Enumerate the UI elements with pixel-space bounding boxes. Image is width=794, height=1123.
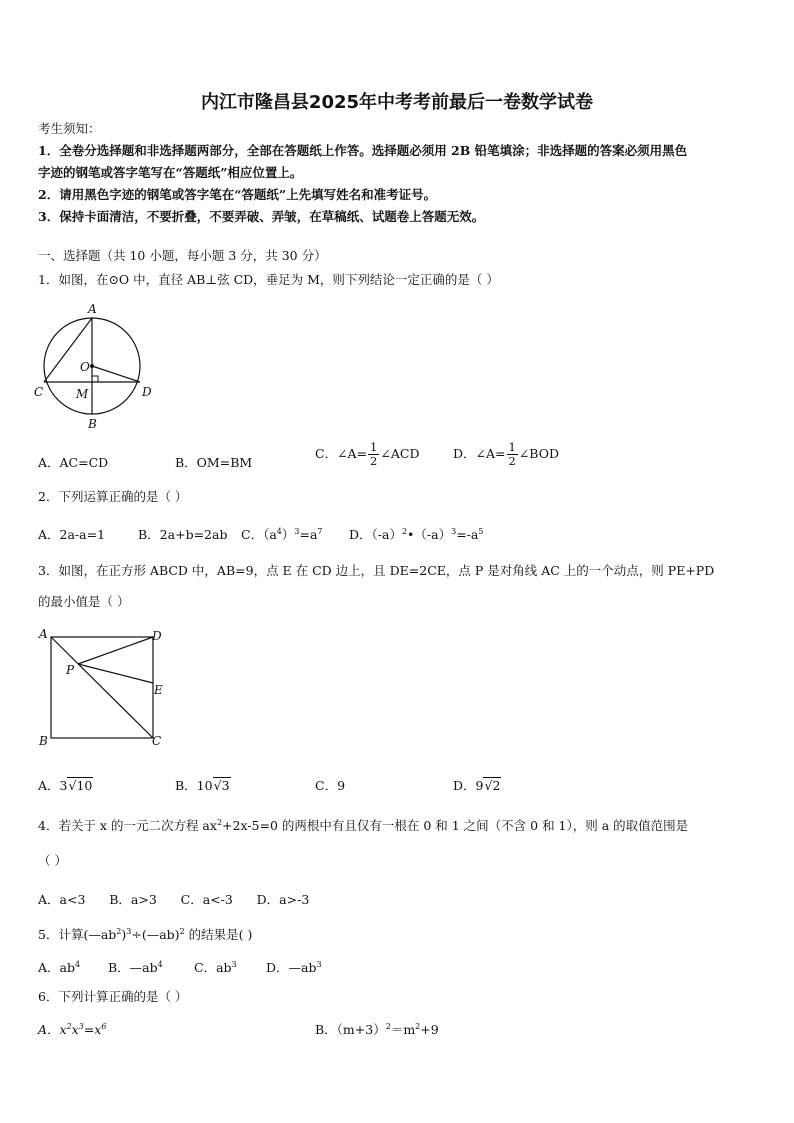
q4-stem-line-1: 4．若关于 x 的一元二次方程 $ax^2+2x-5=0$ 的两根中有且仅有一根在 0 和 1 之间（不含 0 和 1），则 a 的取值范围是 (38, 817, 689, 833)
q3-stem-line-1: 3．如图，在正方形 ABCD 中，AB=9，点 E 在 CD 边上，且 DE=2CE，点 P 是对角线 AC 上的一个动点，则 PE+PD (38, 563, 715, 578)
q5-option-a: A．$ab^4$ (38, 959, 81, 975)
q4-options: A．a<3 B．a>3 C．a<-3 D．a>-3 (38, 892, 310, 907)
q3-option-b: B．10√3 (175, 778, 230, 793)
q2-option-a: A．2a-a=1 (38, 527, 106, 542)
q2-option-b: B．2a+b=2ab (138, 527, 228, 542)
q3-option-a: A．3√10 (38, 778, 93, 793)
q5-stem: 5．计算$(—ab^2)^3\div(—ab)^2$ 的结果是( ) (38, 926, 253, 942)
q1-option-c: C．∠A= $\frac{1}{2}$ ∠ACD (315, 440, 420, 468)
q6-stem: 6．下列计算正确的是（ ） (38, 989, 188, 1004)
q1-label-m: M (76, 387, 89, 401)
q3-label-c: C (152, 734, 162, 748)
q1-label-a: A (88, 302, 97, 316)
q3-label-d: D (152, 629, 162, 643)
q5-option-d: D．$—ab^3$ (266, 959, 322, 975)
q1-label-c: C (34, 385, 44, 399)
q3-stem-line-2: 的最小值是（ ） (38, 594, 130, 609)
q2-option-c: C．$(a^4)^3=a^7$ (241, 526, 323, 542)
notice-line-3: 3．保持卡面清洁，不要折叠，不要弄破、弄皱，在草稿纸、试题卷上答题无效。 (38, 209, 485, 224)
q2-stem: 2．下列运算正确的是（ ） (38, 489, 188, 504)
q3-label-a: A (39, 627, 48, 641)
notice-line-1: 1．全卷分选择题和非选择题两部分，全部在答题纸上作答。选择题必须用 2B 铅笔填涂；非选择题的答案必须用黑色 (38, 143, 688, 158)
q3-option-d: D．9√2 (453, 778, 501, 793)
q5-option-b: B．$—ab^4$ (108, 959, 163, 975)
q3-label-p: P (66, 663, 75, 677)
q3-option-c: C．9 (315, 778, 346, 793)
q1-label-b: B (88, 417, 97, 431)
q1-label-o: O (80, 360, 90, 374)
notice-line-2: 2．请用黑色字迹的钢笔或答字笔在“答题纸”上先填写姓名和准考证号。 (38, 187, 437, 202)
q1-label-d: D (142, 385, 152, 399)
notice-heading: 考生须知： (38, 121, 101, 136)
q1-option-a: A．AC=CD (38, 455, 109, 470)
section-heading: 一、选择题（共 10 小题，每小题 3 分，共 30 分） (38, 248, 327, 263)
q2-option-d: D．$(-a)^2•(-a)^3=-a^5$ (349, 526, 484, 542)
q6-option-a: A．$x^2x^3=x^6$ (38, 1021, 107, 1037)
q3-label-b: B (39, 734, 48, 748)
q1-option-b: B．OM=BM (175, 455, 253, 470)
notice-line-1b: 字迹的钢笔或答字笔写在“答题纸”相应位置上。 (38, 165, 303, 180)
q5-option-c: C．$ab^3$ (194, 959, 237, 975)
q3-square-figure (34, 626, 174, 750)
q3-label-e: E (154, 683, 163, 697)
q1-option-d: D．∠A= $\frac{1}{2}$ ∠BOD (453, 440, 559, 468)
q1-stem: 1．如图，在⊙O 中，直径 AB⊥弦 CD，垂足为 M，则下列结论一定正确的是（ ） (38, 272, 499, 287)
q6-option-b: B．$(m+3)^2=m^2+9$ (315, 1021, 439, 1037)
q1-circle-figure (30, 300, 160, 432)
q4-stem-line-2: （ ） (38, 853, 67, 868)
page-title: 内江市隆昌县2025年中考考前最后一卷数学试卷 (200, 92, 594, 113)
